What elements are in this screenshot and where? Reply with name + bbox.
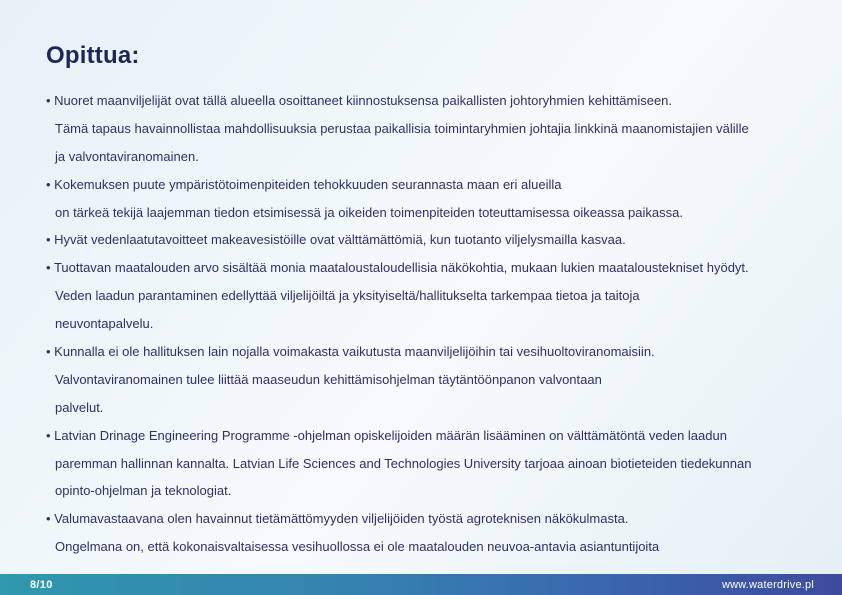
slide-title: Opittua: [46,42,140,69]
bullet-line: opinto-ohjelman ja teknologiat. [55,483,232,499]
bullet-marker: • [46,511,55,527]
website-link[interactable]: www.waterdrive.pl [721,578,814,591]
bullet-line: Tämä tapaus havainnollistaa mahdollisuuksia perustaa paikallisia toimintaryhmien johtajia linkkinä maanomistajien välille [55,120,749,136]
bullet-line: Veden laadun parantaminen edellyttää viljelijöiltä ja yksityiseltä/hallitukselta tarkempaa tietoa ja taitoja [55,288,640,304]
page-number: 8/10 [30,578,53,591]
bullet-line: • Nuoret maanviljelijät ovat tällä alueella osoittaneet kiinnostuksensa paikallisten johtoryhmien kehittämiseen. [46,93,673,108]
bullet-line: • Latvian Drinage Engineering Programme -ohjelman opiskelijoiden määrän lisääminen on välttämätöntä veden laadun [46,427,727,443]
bullet-item [46,505,816,561]
bullet-line: • Tuottavan maatalouden arvo sisältää monia maataloustaloudellisia näkökohtia, mukaan lukien maataloustekniset hyödyt. [46,260,749,276]
bullet-marker: • [46,93,55,108]
bullet-line: ja valvontaviranomainen. [55,148,199,164]
bullet-line: Ongelmana on, että kokonaisvaltaisessa vesihuollossa ei ole maatalouden neuvoa-antavia asiantuntijoita [55,539,660,555]
bullet-marker: • [46,232,55,248]
footer-bar [0,574,842,595]
bullet-marker: • [46,427,55,443]
bullet-line: • Kokemuksen puute ympäristötoimenpiteiden tehokkuuden seurannasta maan eri alueilla [46,176,562,192]
bullet-line: • Kunnalla ei ole hallituksen lain nojalla voimakasta vaikutusta maanviljelijöihin tai vesihuoltoviranomaisiin. [46,344,655,360]
bullet-line: neuvontapalvelu. [55,316,154,332]
bullet-item [46,171,816,227]
bullet-marker: • [46,260,54,276]
bullet-line: palvelut. [55,399,104,415]
bullet-item [46,226,816,254]
bullet-list [46,87,816,561]
bullet-item [46,338,816,422]
bullet-marker: • [46,176,55,192]
bullet-item [46,254,816,338]
bullet-line: on tärkeä tekijä laajemman tiedon etsimisessä ja oikeiden toimenpiteiden toteuttamisessa oikeassa paikassa. [55,204,683,220]
bullet-line: paremman hallinnan kannalta. Latvian Life Sciences and Technologies University tarjoaa ainoan biotieteiden tiedekunnan [55,455,752,471]
bullet-line: Valvontaviranomainen tulee liittää maaseudun kehittämisohjelman täytäntöönpanon valvontaan [55,371,602,387]
bullet-item [46,87,816,171]
bullet-line: • Hyvät vedenlaatutavoitteet makeavesistöille ovat välttämättömiä, kun tuotanto viljelysmailla kasvaa. [46,232,626,248]
bullet-line: • Valumavastaavana olen havainnut tietämättömyyden viljelijöiden työstä agroteknisen näkökulmasta. [46,511,629,527]
bullet-item [46,422,816,506]
bullet-marker: • [46,344,55,360]
